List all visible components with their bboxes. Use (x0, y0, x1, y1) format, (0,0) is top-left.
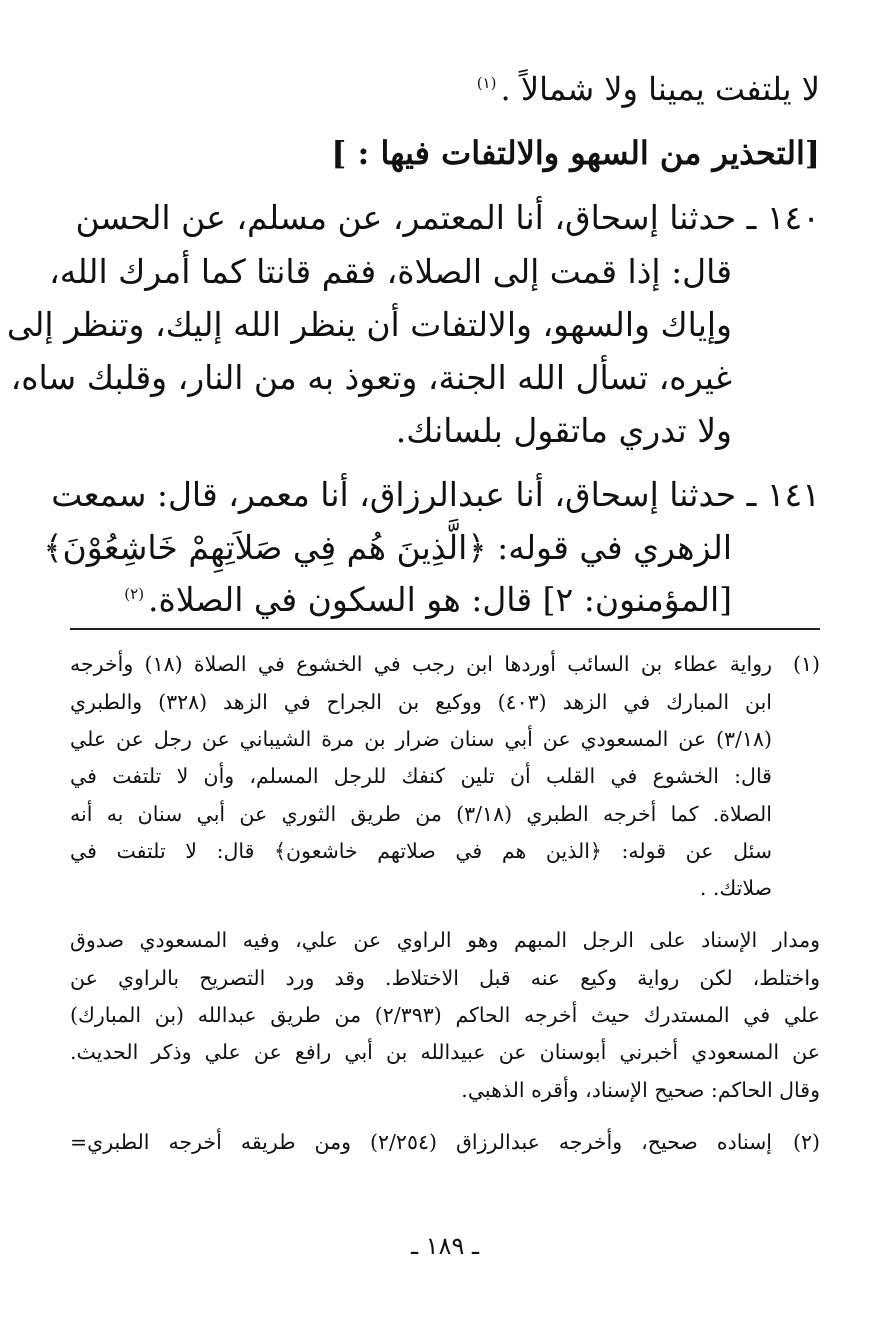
footnote-1-line-4: قال: الخشوع في القلب أن تلين كنفك للرجل المسلم، وأن لا تلتفت في (70, 764, 772, 788)
footnote-ref-1: (١) (476, 74, 497, 93)
footnote-ref-2: (٢) (124, 585, 145, 603)
hadith-140-line-3: وإياك والسهو، والالتفات أن ينظر الله إليك، وتنظر إلى (6, 305, 732, 344)
footnote-1-line-1: رواية عطاء بن السائب أوردها ابن رجب في الخشوع في الصلاة (١٨) وأخرجه (70, 652, 772, 676)
section-heading: [التحذير من السهو والالتفات فيها : ] (331, 134, 820, 172)
footnote-1-para2-line-1: ومدار الإسناد على الرجل المبهم وهو الراوي عن علي، وفيه المسعودي صدوق (70, 928, 820, 952)
continuation-line (477, 70, 820, 108)
footnote-1-para2-line-3: علي في المستدرك حيث أخرجه الحاكم (٢/٣٩٣) من طريق عبدالله (بن المبارك) (70, 1003, 820, 1027)
hadith-141-line-1: ١٤١ ـ حدثنا إسحاق، أنا عبدالرزاق، أنا معمر، قال: سمعت (51, 475, 820, 514)
page-number: ـ ١٨٩ ـ (410, 1232, 479, 1260)
hadith-140-line-2: قال: إذا قمت إلى الصلاة، فقم قانتا كما أمرك الله، (49, 252, 732, 291)
footnote-1-line-6: سئل عن قوله: ﴿الذين هم في صلاتهم خاشعون﴾ قال: لا تلتفت في (70, 839, 772, 863)
hadith-141-line-3 (100, 580, 732, 619)
footnote-1-para2-line-2: واختلط، لكن رواية وكيع عنه قبل الاختلاط. وقد ورد التصريح بالراوي عن (70, 966, 820, 990)
footnote-1-para2-line-4: عن المسعودي أخبرني أبوسنان عن عبيدالله بن أبي رافع عن علي وذكر الحديث. (70, 1040, 820, 1064)
footnote-2-line-1: إسناده صحيح، وأخرجه عبدالرزاق (٢/٢٥٤) ومن طريقه أخرجه الطبري= (70, 1130, 772, 1154)
footnote-1-line-3: (٣/١٨) عن المسعودي عن أبي سنان ضرار بن مرة الشيباني عن رجل عن علي (70, 727, 772, 751)
hadith-140-line-4: غيره، تسأل الله الجنة، وتعوذ به من النار، وقلبك ساه، (10, 358, 732, 397)
hadith-140-line-5: ولا تدري ماتقول بلسانك. (395, 411, 732, 450)
footnote-1-line-5: الصلاة. كما أخرجه الطبري (٣/١٨) من طريق الثوري عن أبي سنان به أنه (70, 802, 772, 826)
footnote-1-number: (١) (792, 652, 820, 676)
continuation-text: لا يلتفت يمينا ولا شمالاً . (500, 70, 820, 108)
footnote-2-number: (٢) (792, 1130, 820, 1154)
footnote-divider (70, 628, 820, 630)
footnote-1-line-7: صلاتك. . (699, 876, 772, 900)
hadith-140-line-1: ١٤٠ ـ حدثنا إسحاق، أنا المعتمر، عن مسلم، عن الحسن (75, 198, 820, 237)
hadith-141-line-3-text: [المؤمنون: ٢] قال: هو السكون في الصلاة. (148, 580, 732, 619)
footnote-1-line-2: ابن المبارك في الزهد (٤٠٣) ووكيع بن الجراح في الزهد (٣٢٨) والطبري (70, 690, 772, 714)
footnote-1-para2-line-5: وقال الحاكم: صحيح الإسناد، وأقره الذهبي. (461, 1078, 820, 1102)
hadith-141-line-2: الزهري في قوله: ﴿الَّذِينَ هُم فِي صَلاَتِهِمْ خَاشِعُوْنَ﴾ (43, 528, 732, 567)
